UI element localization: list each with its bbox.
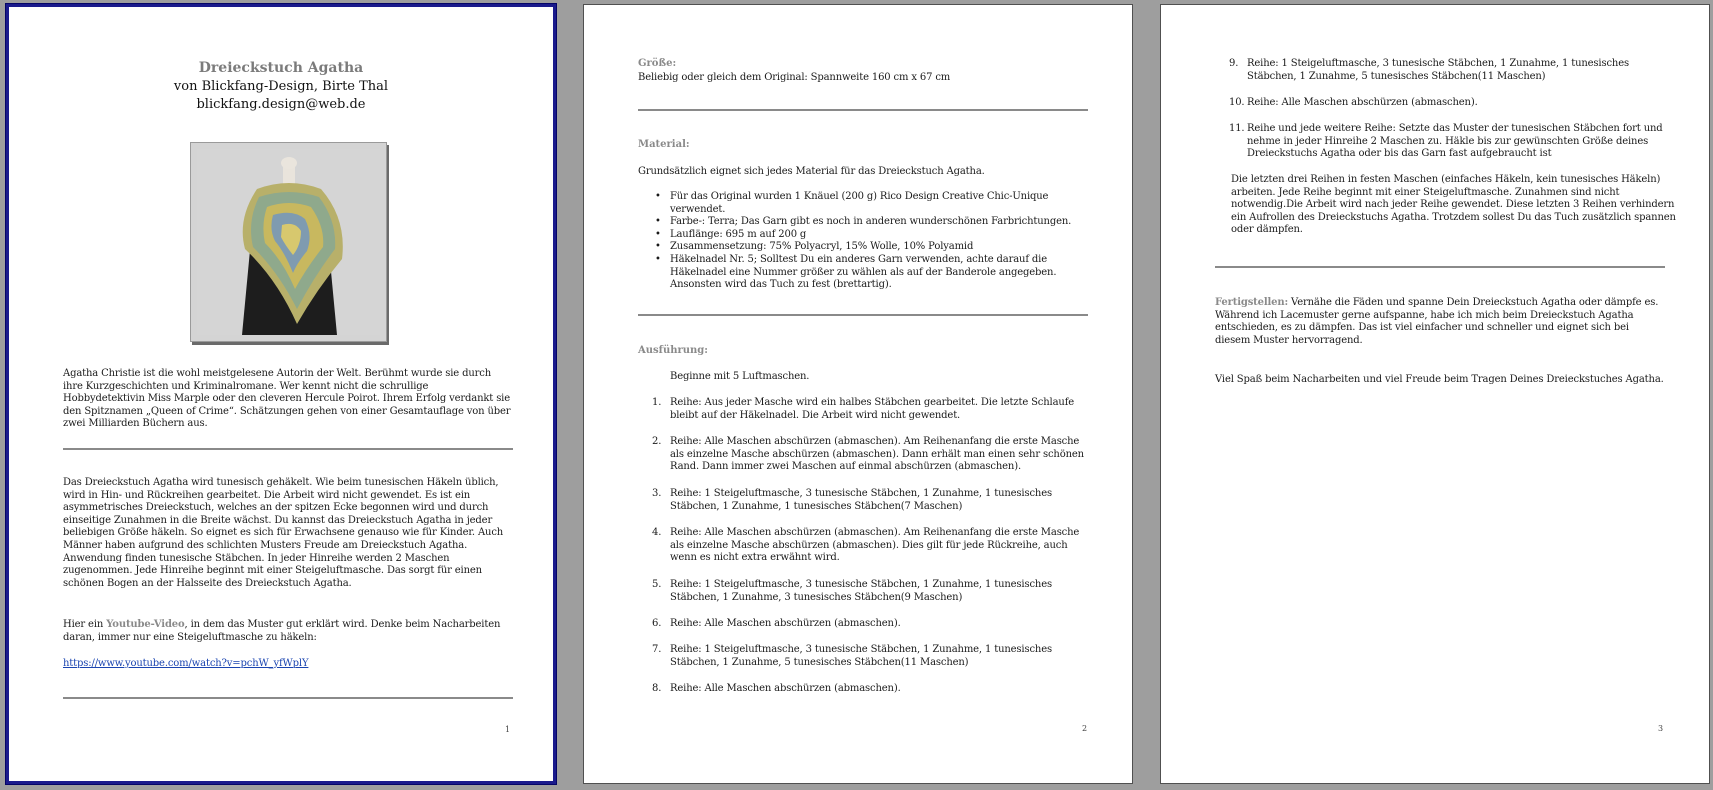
- bullet-icon: •: [655, 191, 661, 202]
- divider: [638, 109, 1088, 111]
- step-text: Reihe: Alle Maschen abschürzen (abmaschen).: [1247, 97, 1478, 108]
- step-text: Reihe: 1 Steigeluftmasche, 3 tunesische Stäbchen, 1 Zunahme, 1 tunesisches Stäbchen, 1 Zunahme, 5 tunesisches Stäbchen(11 Maschen): [670, 644, 1052, 668]
- description-paragraph: Das Dreieckstuch Agatha wird tunesisch gehäkelt. Wie beim tunesischen Häkeln üblich, wird in Hin- und Rückreihen gearbeitet. Die Arbeit wird nicht gewendet. Es ist ein asymmetrisches Dreieckstuch, welches an der spitzen Ecke begonnen wird und durch einseitige Zunahmen in die Breite wächst. Du kannst das Dreieckstuch Agatha in jeder beliebigen Größe häkeln. So eignet es sich für Erwachsene genauso wie für Kinder. Auch Männer haben aufgrund des schlichten Musters Freude am Dreieckstuch Agatha. Anwendung finden tunesische Stäbchen. In jeder Hinreihe werden 2 Maschen zugenommen. Jede Hinreihe beginnt mit einer Steigeluftmasche. Das sorgt für einen schönen Bogen an der Halsseite des Dreieckstuch Agatha.: [63, 477, 504, 589]
- step-text: Reihe und jede weitere Reihe: Setzte das Muster der tunesischen Stäbchen fort und nehme in jeder Hinreihe 2 Maschen zu. Häkle bis zur gewünschten Größe deines Dreieckstuchs Agatha oder bis das Garn fast aufgebraucht ist: [1247, 123, 1663, 160]
- bullet-icon: •: [655, 216, 661, 228]
- finish-paragraph: [1215, 297, 1665, 347]
- divider: [638, 314, 1088, 316]
- list-item: [655, 228, 1090, 242]
- step-number: 2.: [652, 436, 662, 447]
- document-page-3[interactable]: [1160, 4, 1710, 784]
- bullet-icon: •: [655, 241, 661, 253]
- page-number: 2: [1082, 724, 1088, 733]
- material-list: [655, 191, 1090, 292]
- divider: [63, 448, 513, 450]
- step-number: 3.: [652, 488, 662, 499]
- material-item-text: Häkelnadel Nr. 5; Solltest Du ein anderes Garn verwenden, achte darauf die Häkelnadel eine Nummer größer zu wählen als auf der Banderole angegeben. Ansonsten wird das Tuch zu fest (brettartig).: [670, 253, 1057, 291]
- video-paragraph: [63, 619, 513, 644]
- bullet-icon: •: [655, 253, 661, 265]
- bullet-icon: •: [655, 228, 661, 240]
- finish-label: Fertigstellen:: [1215, 297, 1289, 308]
- list-item: [655, 241, 1090, 254]
- size-label: Größe:: [638, 58, 677, 69]
- step-text: Reihe: 1 Steigeluftmasche, 3 tunesische Stäbchen, 1 Zunahme, 1 tunesisches Stäbchen, 1 Zunahme, 1 tunesisches Stäbchen(7 Maschen): [670, 488, 1052, 512]
- execution-label: Ausführung:: [638, 345, 708, 356]
- material-item-text: Farbe-: Terra; Das Garn gibt es noch in anderen wunderschönen Farbrichtungen.: [670, 216, 1072, 228]
- divider: [63, 697, 513, 699]
- step-text: Reihe: Alle Maschen abschürzen (abmaschen).: [670, 618, 901, 629]
- step-text: Reihe: 1 Steigeluftmasche, 3 tunesische Stäbchen, 1 Zunahme, 1 tunesisches Stäbchen, 1 Zunahme, 3 tunesisches Stäbchen(9 Maschen): [670, 579, 1052, 603]
- list-item: [655, 253, 1090, 292]
- list-item: [655, 216, 1090, 229]
- step-number: 9.: [1229, 58, 1239, 69]
- shawl-photo: [190, 142, 387, 342]
- execution-intro: Beginne mit 5 Luftmaschen.: [670, 371, 810, 382]
- step-number: 6.: [652, 618, 662, 629]
- author-line: von Blickfang-Design, Birte Thal: [173, 79, 389, 94]
- material-item-text: Lauflänge: 695 m auf 200 g: [670, 228, 807, 240]
- video-prefix: Hier ein: [63, 619, 107, 630]
- document-title: Dreieckstuch Agatha: [198, 60, 364, 76]
- material-intro: Grundsätzlich eignet sich jedes Material für das Dreieckstuch Agatha.: [638, 166, 985, 177]
- video-suffix: , in dem das Muster gut erklärt wird. Denke beim Nacharbeiten daran, immer nur eine Steigeluftmasche zu häkeln:: [63, 619, 501, 643]
- material-label: Material:: [638, 139, 690, 150]
- material-item-text: Für das Original wurden 1 Knäuel (200 g) Rico Design Creative Chic-Unique verwendet.: [670, 191, 1049, 215]
- step-number: 8.: [652, 683, 662, 694]
- step-number: 4.: [652, 527, 662, 538]
- step-number: 7.: [652, 644, 662, 655]
- list-item: [655, 191, 1090, 216]
- page-number: 1: [505, 725, 511, 734]
- farewell-text: Viel Spaß beim Nacharbeiten und viel Freude beim Tragen Deines Dreieckstuches Agatha.: [1215, 374, 1664, 385]
- step-number: 1.: [652, 397, 662, 408]
- divider: [1215, 266, 1665, 268]
- shawl-photo-image: [197, 149, 380, 335]
- youtube-link[interactable]: https://www.youtube.com/watch?v=pchW_yfWplY: [63, 658, 309, 669]
- title-block: [9, 59, 553, 114]
- material-item-text: Zusammensetzung: 75% Polyacryl, 15% Wolle, 10% Polyamid: [670, 241, 974, 253]
- step-number: 11.: [1229, 123, 1245, 134]
- step-text: Reihe: Alle Maschen abschürzen (abmaschen). Am Reihenanfang die erste Masche als einzelne Masche abschürzen (abmaschen). Dann erhält man einen sehr schönen Rand. Dann immer zwei Maschen auf einmal abschürzen (abmaschen).: [670, 436, 1084, 473]
- step-number: 10.: [1229, 97, 1245, 108]
- page-number: 3: [1658, 724, 1664, 733]
- intro-paragraph: Agatha Christie ist die wohl meistgelesene Autorin der Welt. Berühmt wurde sie durch ihre Kurzgeschichten und Kriminalromane. Wer kennt nicht die schrullige Hobbydetektivin Miss Marple oder den cleveren Hercule Poirot. Ihrem Erfolg verdankt sie den Spitznamen „Queen of Crime“. Schätzungen gehen von einer Gesamtauflage von über zwei Milliarden Büchern aus.: [63, 368, 511, 430]
- document-page-1[interactable]: [6, 4, 556, 784]
- author-email: blickfang.design@web.de: [196, 97, 366, 112]
- step-text: Reihe: Aus jeder Masche wird ein halbes Stäbchen gearbeitet. Die letzte Schlaufe bleibt auf der Häkelnadel. Die Arbeit wird nicht gewendet.: [670, 397, 1075, 421]
- step-number: 5.: [652, 579, 662, 590]
- step-text: Reihe: Alle Maschen abschürzen (abmaschen). Am Reihenanfang die erste Masche als einzelne Masche abschürzen (abmaschen). Dies gilt für jede Rückreihe, auch wenn es nicht extra erwähnt wird.: [670, 527, 1080, 564]
- size-text: Beliebig oder gleich dem Original: Spannweite 160 cm x 67 cm: [638, 72, 951, 83]
- step-text: Reihe: Alle Maschen abschürzen (abmaschen).: [670, 683, 901, 694]
- video-label: Youtube-Video: [106, 619, 185, 630]
- step-text: Reihe: 1 Steigeluftmasche, 3 tunesische Stäbchen, 1 Zunahme, 1 tunesisches Stäbchen, 1 Zunahme, 5 tunesisches Stäbchen(11 Maschen): [1247, 58, 1629, 82]
- closing-rows-paragraph: Die letzten drei Reihen in festen Maschen (einfaches Häkeln, kein tunesisches Häkeln) arbeiten. Jede Reihe beginnt mit einer Steigeluftmasche. Zunahmen sind nicht notwendig.Die Arbeit wird nach jeder Reihe gewendet. Diese letzten 3 Reihen verhindern ein Aufrollen des Dreieckstuchs Agatha. Trotzdem sollest Du das Tuch zusätzlich spannen oder dämpfen.: [1231, 174, 1676, 236]
- finish-text: Vernähe die Fäden und spanne Dein Dreieckstuch Agatha oder dämpfe es. Während ich Lacemuster gerne aufspanne, habe ich mich beim Dreieckstuch Agatha entschieden, es zu dämpfen. Das ist viel einfacher und schneller und eignet sich bei diesem Muster hervorragend.: [1215, 297, 1659, 346]
- document-page-2[interactable]: [583, 4, 1133, 784]
